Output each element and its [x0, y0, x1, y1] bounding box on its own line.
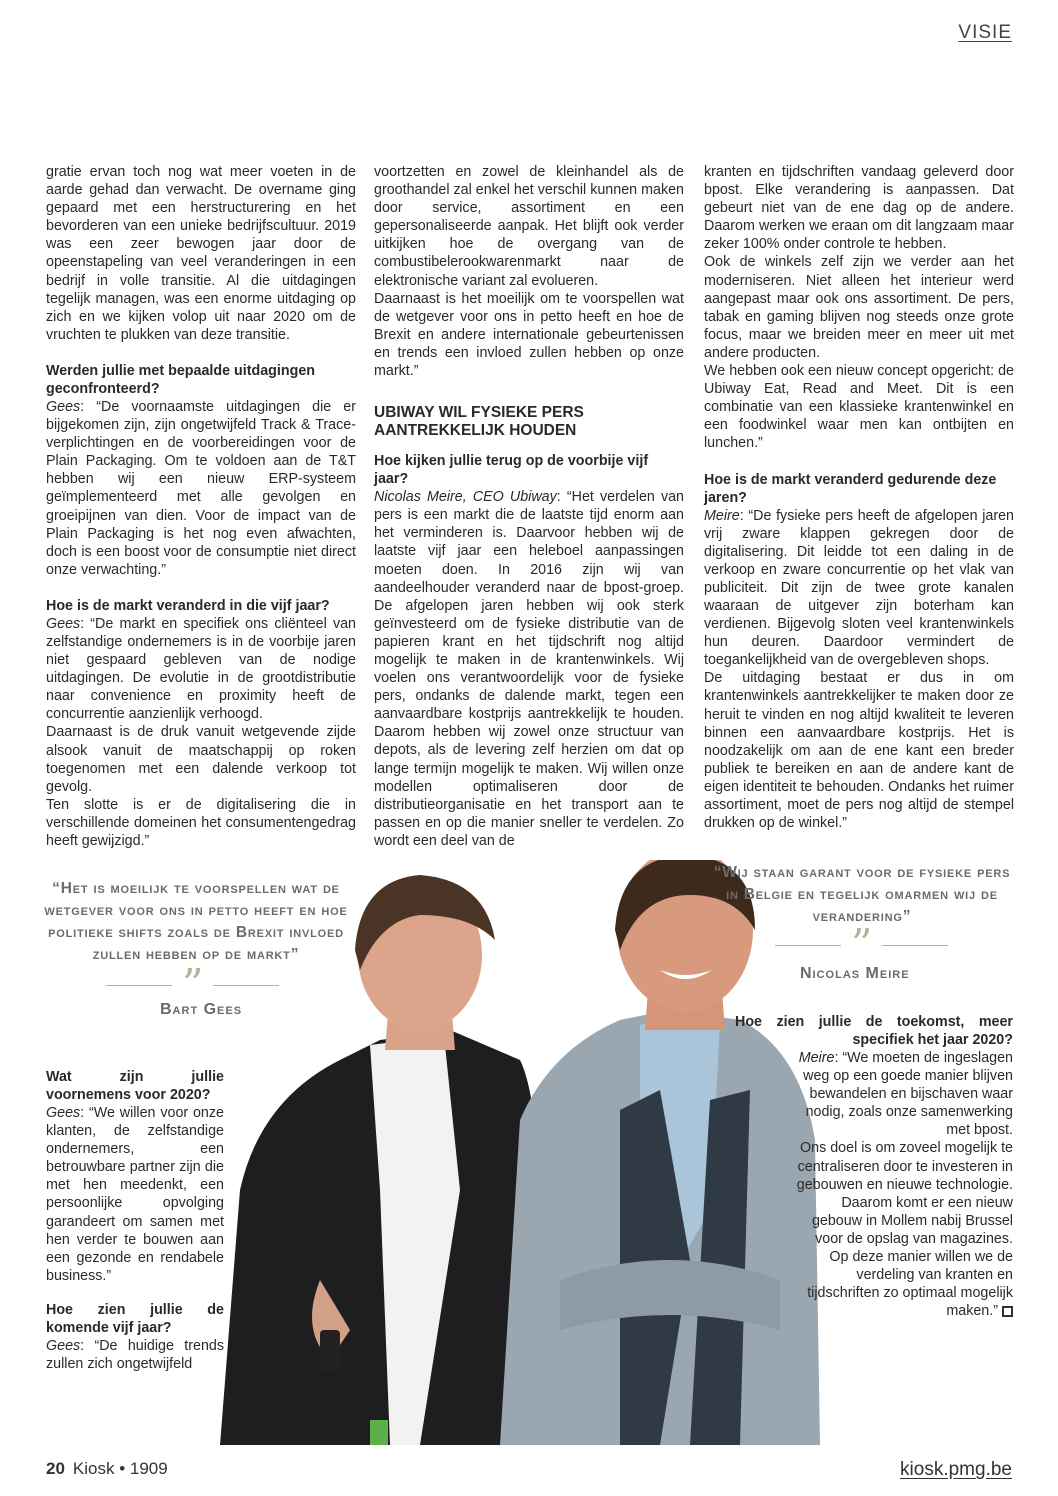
paragraph: kranten en tijdschriften vandaag geleverd door bpost. Elke verandering is aanpassen. Dat gebeurt niet van de ene dag op de andere. Daarom werken we eraan om dit langzaam maar zeker 100% onder controle te hebben.	[704, 164, 1014, 253]
bottom-left-column	[46, 1068, 224, 1373]
quote-mark-icon: ”	[182, 960, 204, 1009]
bottom-right-column	[735, 1013, 1013, 1320]
quote-attribution-right: Nicolas Meire	[800, 965, 910, 982]
paragraph: Daarnaast is de druk vanuit wetgevende zijde alsook vanuit de maatschappij op roken toegenomen met een dalende verkoop tot gevolg.	[46, 724, 356, 795]
speaker-name: Meire	[704, 507, 740, 524]
end-mark-icon	[1002, 1306, 1013, 1317]
paragraph	[374, 488, 684, 850]
quote-attribution-left: Bart Gees	[160, 1001, 243, 1018]
footer-folio	[46, 1459, 168, 1479]
paragraph	[795, 1139, 1013, 1320]
paragraph: voortzetten en zowel de kleinhandel als de groothandel zal enkel het verschil kunnen maken door service, assortiment en een gepersonaliseerde aanpak. Het blijft ook verder uitkijken hoe de overgang van de combustibelerookwarenmarkt naar de elektronische variant zal evolueren.	[374, 164, 684, 289]
answer-text: : “We willen voor onze klanten, de zelfstandige ondernemers, een betrouwbare partner zijn die met hen meedenkt, een persoonlijke opvolging garandeert om samen met hen verder te bouwen aan een gezonde en rendabele business.”	[46, 1105, 224, 1284]
answer-text: : “Het verdelen van pers is een markt die de laatste tijd enorm aan het verminderen is. Daarvoor hebben wij de laatste vijf jaar een heleboel aanpassingen moeten doen. In 2016 zijn wij van aandeelhouder veranderd naar de bpost-groep. De afgelopen jaren hebben wij ook sterk geïnvesteerd om de fysieke distributie van de papieren krant en het tijdschrift nog altijd mogelijk te maken in de krantenwinkels. Wij voelen ons verantwoordelijk voor de fysieke pers, ondanks de dalende markt, tegen een aanvaardbare kostprijs aantrekkelijk te houden. Daarom hebben wij zowel onze structuur van depots, als de levering zelf herzien om dat op lange termijn mogelijk te maken. Wij willen onze modellen optimaliseren door de distributieorganisatie en het transport aan te passen en op die manier sneller te verdelen. Zo wordt een deel van de	[374, 489, 685, 849]
quote-divider-right	[775, 920, 948, 969]
paragraph: We hebben ook een nieuw concept opgericht: de Ubiway Eat, Read and Meet. Dit is een combinatie van een klassieke krantenwinkel en een foodwinkel waar men kan ontbijten en lunchen.”	[704, 363, 1014, 452]
interview-question: Hoe zien jullie de komende vijf jaar?	[46, 1301, 224, 1336]
column-3	[704, 163, 1014, 832]
paragraph: Daarnaast is het moeilijk om te voorspellen wat de wetgever voor ons in petto heeft en hoe de Brexit en andere internationale gebeurtenissen en trends een invloed zullen hebben op onze markt.”	[374, 290, 684, 380]
divider-line	[106, 985, 172, 986]
column-2	[374, 163, 684, 850]
paragraph	[46, 398, 356, 579]
section-tag: VISIE	[958, 22, 1012, 43]
divider-line	[775, 945, 841, 946]
paragraph	[46, 1104, 224, 1285]
answer-text: : “De markt en specifiek ons cliënteel van zelfstandige ondernemers is in de voorbije jaren niet gespaard gebleven van de nodige uitdagingen. De evolutie in de grootdistributie naar convenience en proximity heeft de concurrentie aanzienlijk verhoogd.	[46, 615, 356, 723]
pull-quote-left: “Het is moeilijk te voorspellen wat de wetgever voor ons in petto heeft en hoe politieke shifts zoals de Brexit invloed zullen hebben op de markt”	[44, 880, 348, 963]
section-subheading: UBIWAY WIL FYSIEKE PERS AANTREKKELIJK HOUDEN	[374, 404, 584, 440]
paragraph: Ook de winkels zelf zijn we verder aan het moderniseren. Niet alleen het interieur werd aangepast maar ook ons assortiment. De pers, tabak en gaming blijven nog steeds onze grote focus, maar we breiden meer en meer uit met andere producten.	[704, 254, 1014, 361]
paragraph	[46, 1337, 224, 1373]
interview-question: Hoe zien jullie de toekomst, meer specifiek het jaar 2020?	[735, 1014, 1013, 1048]
magazine-issue: Kiosk • 1909	[72, 1459, 168, 1478]
speaker-name: Gees	[46, 1105, 81, 1121]
answer-text: : “De voornaamste uitdagingen die er bijgekomen zijn, zijn ongetwijfeld Track & Trace-verplichtingen en de voorbereidingen voor de Plain Packaging. Om te voldoen aan de T&T hebben wij een nieuw ERP-systeem geïmplementeerd met alle gevolgen en groeipijnen van dien. Voor de impact van de Plain Packaging is het nog even afwachten, doch is een boost voor de consumptie niet direct onze verwachting.”	[46, 398, 356, 578]
paragraph: gratie ervan toch nog wat meer voeten in de aarde gehad dan verwacht. De overname ging gepaard met een herstructurering en het bevorderen van een unieke bedrijfscultuur. 2019 was een zeer bewogen jaar door de opeenstapeling van veel veranderingen in een bedrijf in volle transitie. Al die uitdagingen tegelijk managen, was een enorme uitdaging op zich en we kijken volop uit naar 2020 om de vruchten te plukken van deze transitie.	[46, 164, 356, 343]
divider-line	[213, 985, 279, 986]
answer-text: Ons doel is om zoveel mogelijk te centraliseren door te investeren in gebouwen en nieuwe technologie. Daarom komt er een nieuw gebouw in Mollem nabij Brussel voor de opslag van magazines. Op deze manier willen we de verdeling van kranten en tijdschriften zo optimaal mogelijk maken.”	[796, 1140, 1013, 1320]
paragraph: De uitdaging bestaat er dus in om krantenwinkels aantrekkelijker te maken door ze heruit te vinden en nog altijd kwaliteit te leveren binnen een aanvaardbare kostprijs. Het is noodzakelijk om aan de ene kant een breder publiek te bereiken en aan de andere kant de eigen identiteit te behouden. Ondanks het ruimer assortiment, moet de pers nog altijd de stempel drukken op de winkel.”	[704, 670, 1014, 832]
interview-question: Hoe kijken jullie terug op de voorbije vijf jaar?	[374, 453, 649, 488]
paragraph	[46, 615, 356, 724]
speaker-name: Gees	[46, 1337, 81, 1354]
pull-quote-right: “Wij staan garant voor de fysieke pers in Belgie en tegelijk omarmen wij de verandering”	[713, 864, 1011, 925]
answer-text: : “We moeten de ingeslagen weg op een goede manier blijven bewandelen en bijschaven waar nodig, zoals onze samenwerking met bpost.	[803, 1050, 1013, 1139]
speaker-name: Gees	[46, 398, 81, 415]
interview-question: Hoe is de markt veranderd in die vijf jaar?	[46, 597, 330, 614]
interview-question: Werden jullie met bepaalde uitdagingen geconfronteerd?	[46, 362, 316, 397]
paragraph	[795, 1049, 1013, 1139]
interview-question: Hoe is de markt veranderd gedurende deze jaren?	[704, 471, 997, 506]
quote-mark-icon: ”	[851, 920, 873, 969]
quote-divider-left	[106, 960, 279, 1009]
speaker-name: Meire	[798, 1050, 835, 1066]
interview-question: Wat zijn jullie voornemens voor 2020?	[46, 1069, 224, 1103]
paragraph: Ten slotte is er de digitalisering die in verschillende domeinen het consumentengedrag heeft gewijzigd.”	[46, 796, 356, 849]
page-number: 20	[46, 1459, 65, 1478]
answer-text: : “De huidige trends zullen zich ongetwijfeld	[46, 1337, 224, 1373]
website-link[interactable]: kiosk.pmg.be	[900, 1459, 1012, 1480]
speaker-name: Gees	[46, 615, 81, 632]
divider-line	[882, 945, 948, 946]
paragraph	[704, 507, 1014, 670]
answer-text: : “De fysieke pers heeft de afgelopen jaren vrij zware klappen gekregen door de digitalisering. Dit leidde tot een daling in de verkoop en zware concurrentie op het vlak van publiciteit. Dit zijn de twee grote kanalen waaraan de uitgever zijn boterham kan verdienen. Bijgevolg sloten veel krantenwinkels hun deuren. Daardoor vermindert de toegankelijkheid van de overgebleven shops.	[704, 507, 1014, 669]
column-1	[46, 163, 356, 850]
speaker-name: Nicolas Meire, CEO Ubiway	[374, 489, 557, 506]
